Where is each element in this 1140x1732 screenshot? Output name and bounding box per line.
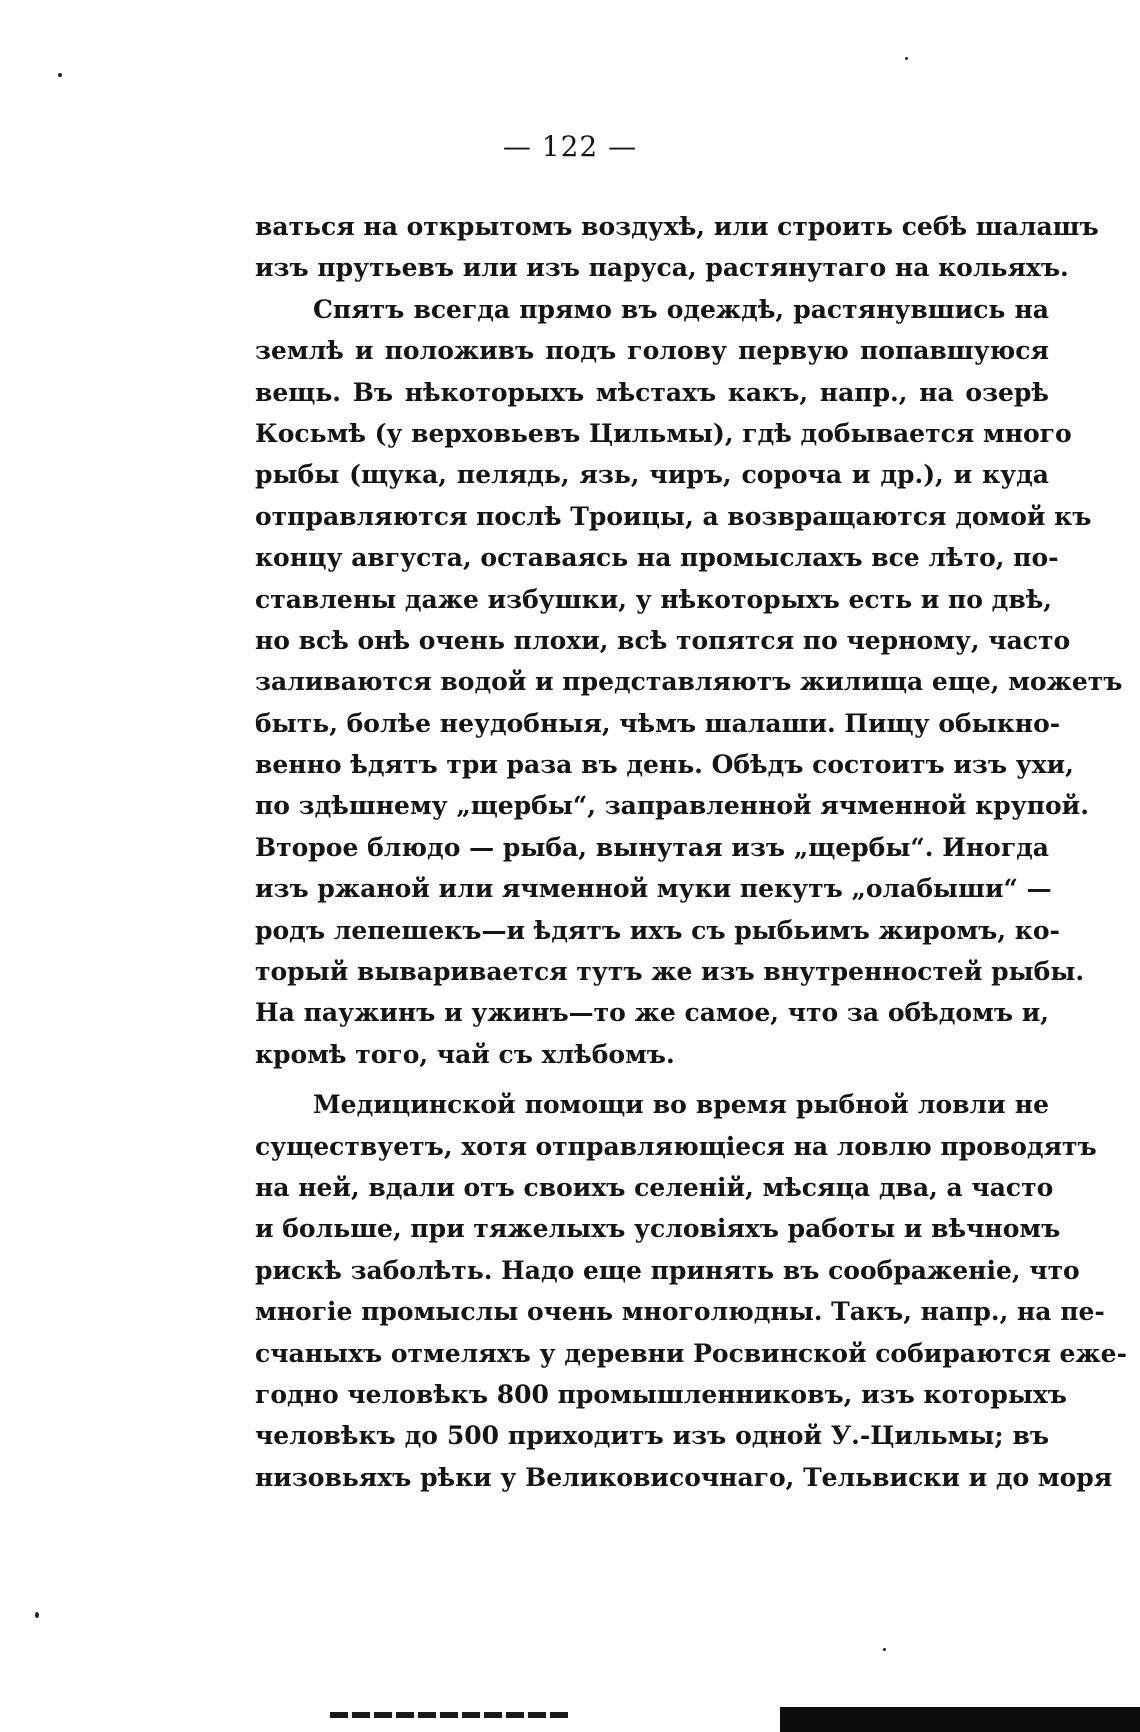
text-line: концу августа, оставаясь на промыслахъ все лѣто, по- [255,543,1059,573]
text-line: рискѣ заболѣть. Надо еще принять въ соображеніе, что [255,1255,1080,1285]
text-line: изъ ржаной или ячменной муки пекутъ „олабыши“ — [255,874,1052,904]
text-line: землѣ и положивъ подъ голову первую попавшуюся [255,336,1049,366]
text-line: годно человѣкъ 800 промышленниковъ, изъ которыхъ [255,1379,1067,1409]
page-number: — 122 — [502,130,638,163]
text-line: ставлены даже избушки, у нѣкоторыхъ есть и по двѣ, [255,584,1052,614]
text-line: венно ѣдятъ три раза въ день. Обѣдъ состоитъ изъ ухи, [255,750,1074,780]
text-line: Второе блюдо — рыба, вынутая изъ „щербы“. Иногда [255,832,1049,862]
scan-speck [58,73,62,77]
body-text [255,206,1127,1498]
text-line: и больше, при тяжелыхъ условіяхъ работы и вѣчномъ [255,1214,1061,1244]
text-line: существуетъ, хотя отправляющіеся на ловлю проводятъ [255,1131,1097,1161]
text-line: счаныхъ отмеляхъ у деревни Росвинской собираются еже- [255,1338,1127,1368]
text-line: быть, болѣе неудобныя, чѣмъ шалаши. Пищу обыкно- [255,708,1061,738]
text-line: Косьмѣ (у верховьевъ Цильмы), гдѣ добывается много [255,418,1072,448]
text-line: изъ прутьевъ или изъ паруса, растянутаго на кольяхъ. [255,253,1069,283]
text-line: но всѣ онѣ очень плохи, всѣ топятся по черному, часто [255,625,1071,655]
text-line: человѣкъ до 500 приходитъ изъ одной У.-Цильмы; въ [255,1421,1049,1451]
text-line: отправляются послѣ Троицы, а возвращаются домой къ [255,501,1092,531]
text-line: низовьяхъ рѣки у Великовисочнаго, Тельвиски и до моря [255,1462,1113,1492]
scan-speck [35,1612,39,1618]
text-line: торый вываривается тутъ же изъ внутренностей рыбы. [255,957,1085,987]
text-line: На паужинъ и ужинъ—то же самое, что за обѣдомъ и, [255,998,1049,1028]
text-line: вещь. Въ нѣкоторыхъ мѣстахъ какъ, напр., на озерѣ [255,377,1049,407]
text-line: родъ лепешекъ—и ѣдятъ ихъ съ рыбьимъ жиромъ, ко- [255,915,1060,945]
scan-speck [883,1648,886,1651]
text-line: на ней, вдали отъ своихъ селеній, мѣсяца два, а часто [255,1172,1054,1202]
text-line: заливаются водой и представляютъ жилища еще, можетъ [255,667,1123,697]
text-line: Спятъ всегда прямо въ одеждѣ, растянувшись на [313,294,1049,324]
text-line: многіе промыслы очень многолюдны. Такъ, напр., на пе- [255,1297,1105,1327]
bottom-scan-rule [330,1712,570,1718]
text-line: кромѣ того, чай съ хлѣбомъ. [255,1039,675,1069]
text-line: ваться на открытомъ воздухѣ, или строить себѣ шалашъ [255,212,1099,241]
text-line: по здѣшнему „щербы“, заправленной ячменной крупой. [255,791,1089,821]
bottom-scan-edge [780,1707,1140,1732]
scan-speck [905,57,908,60]
text-line: Медицинской помощи во время рыбной ловли не [313,1090,1049,1120]
text-line: рыбы (щука, пелядь, язь, чиръ, сороча и др.), и куда [255,460,1049,490]
